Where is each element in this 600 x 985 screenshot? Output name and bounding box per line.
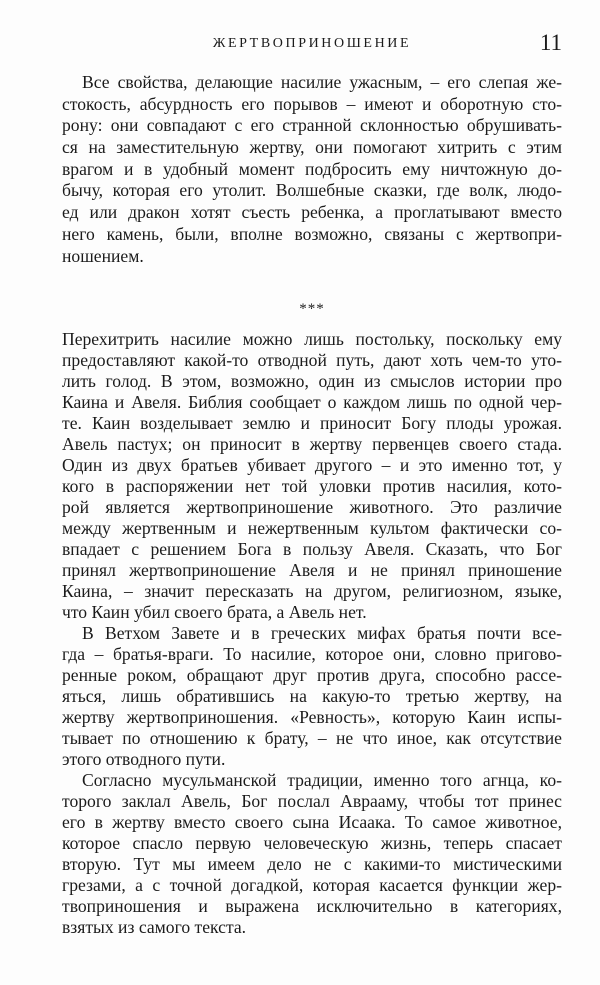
text-line: Авель пастух; он приносит в жертву первенцев своего стада. xyxy=(62,434,562,455)
text-line: Согласно мусульманской традиции, именно того агнца, ко- xyxy=(82,770,562,791)
text-line: между жертвенным и нежертвенным культом фактически со- xyxy=(62,518,562,539)
text-line: что Каин убил своего брата, а Авель нет. xyxy=(62,602,367,623)
page-body xyxy=(62,72,562,938)
text-line: впадает с решением Бога в пользу Авеля. Сказать, что Бог xyxy=(62,539,562,560)
text-line: этого отводного пути. xyxy=(62,749,226,770)
text-line: ношением. xyxy=(62,245,144,266)
text-line: В Ветхом Завете и в греческих мифах братья почти все- xyxy=(82,623,562,644)
text-line: его в жертву вместо своего сына Исаака. То самое животное, xyxy=(62,812,562,833)
text-line: стокость, абсурдность его порывов – имеют и оборотную сто- xyxy=(62,93,562,114)
text-line: грезами, а с точной догадкой, которая касается функции жер- xyxy=(62,875,562,896)
text-line: тывает по отношению к брату, – не что иное, как отсутствие xyxy=(62,728,562,749)
text-line: врагом и в удобный момент подбросить ему ничтожную до- xyxy=(62,158,562,179)
page-number: 11 xyxy=(539,30,562,55)
text-line: лить голод. В этом, возможно, один из смыслов истории про xyxy=(62,371,562,392)
text-line: ся на заместительную жертву, они помогают хитрить с этим xyxy=(62,137,562,158)
text-line: предоставляют какой-то отводной путь, дают хоть чем-то уто- xyxy=(62,350,562,371)
text-line: вторую. Тут мы имеем дело не с какими-то мистическими xyxy=(62,854,562,875)
paragraph xyxy=(62,72,562,267)
text-line: гда – братья-враги. То насилие, которое они, словно пригово- xyxy=(62,644,562,665)
text-line: твоприношения и выражена исключительно в категориях, xyxy=(62,896,562,917)
section-separator: *** xyxy=(299,301,325,318)
text-line: жертву жертвоприношения. «Ревность», которую Каин испы- xyxy=(62,707,562,728)
text-line: ренные роком, обращают друг против друга, способно рассе- xyxy=(62,665,562,686)
text-line: Каина и Авеля. Библия сообщает о каждом лишь по одной чер- xyxy=(62,392,562,413)
running-title: ЖЕРТВОПРИНОШЕНИЕ xyxy=(212,36,412,51)
text-line: кого в распоряжении нет той уловки против насилия, кото- xyxy=(62,476,562,497)
text-line: рону: они совпадают с его странной склонностью обрушивать- xyxy=(62,115,562,136)
text-line: Каина, – значит пересказать на другом, религиозном, языке, xyxy=(62,581,562,602)
text-line: Все свойства, делающие насилие ужасным, – его слепая же- xyxy=(82,72,562,92)
text-line: него камень, были, вполне возможно, связаны с жертвопри- xyxy=(62,223,562,244)
running-header xyxy=(62,30,562,59)
text-line: которое спасло первую человеческую жизнь, теперь спасает xyxy=(62,833,562,854)
text-line: бычу, которая его утолит. Волшебные сказки, где волк, людо- xyxy=(62,180,562,201)
text-line: те. Каин возделывает землю и приносит Богу плоды урожая. xyxy=(62,413,562,434)
text-line: Перехитрить насилие можно лишь постольку, поскольку ему xyxy=(62,329,562,350)
text-line: взятых из самого текста. xyxy=(62,917,247,938)
text-line: яться, лишь обратившись на какую-то третью жертву, на xyxy=(62,686,562,707)
text-line: торого заклал Авель, Бог послал Аврааму, чтобы тот принес xyxy=(62,791,562,812)
paragraph xyxy=(62,329,562,623)
text-line: ед или дракон хотят съесть ребенка, а проглатывают вместо xyxy=(62,202,562,223)
text-line: Один из двух братьев убивает другого – и это именно тот, у xyxy=(62,455,562,476)
paragraph xyxy=(62,770,562,938)
text-line: рой является жертвоприношение животного. Это различие xyxy=(62,497,562,518)
text-line: принял жертвоприношение Авеля и не принял приношение xyxy=(62,560,562,581)
paragraph xyxy=(62,623,562,770)
